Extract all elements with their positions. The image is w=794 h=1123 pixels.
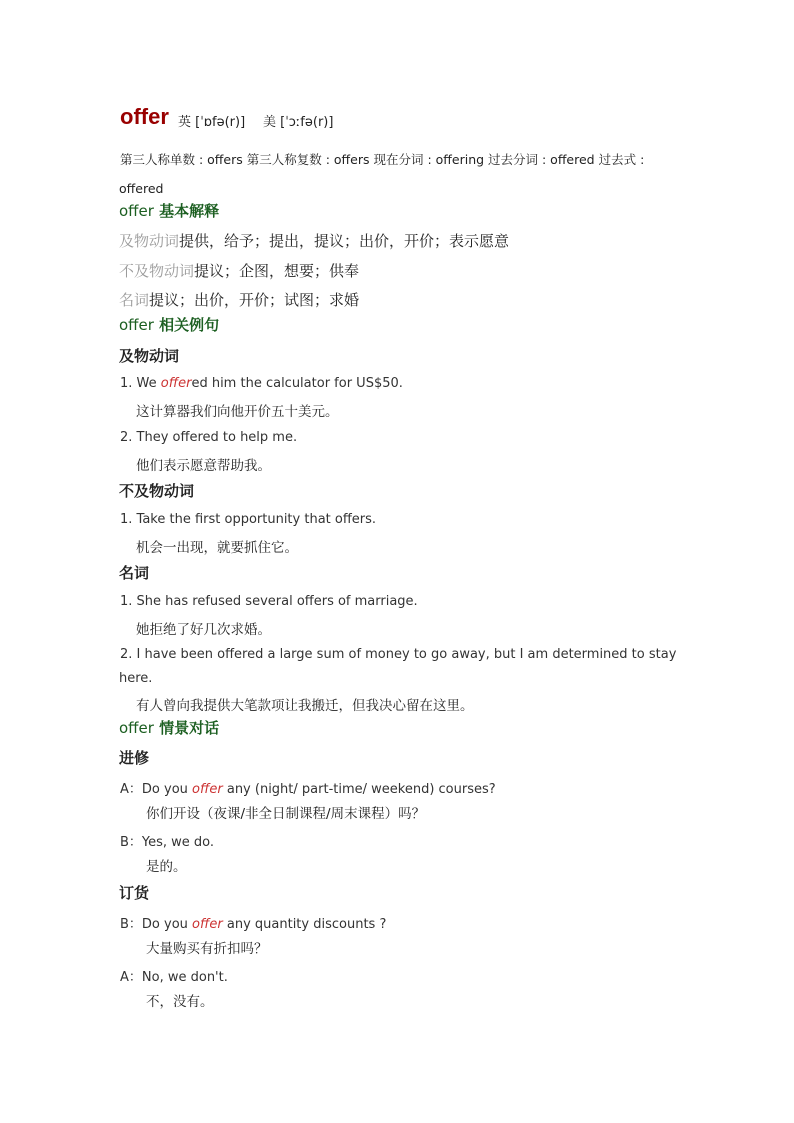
section-basic-definitions	[119, 200, 219, 221]
example-translation: 机会一出现，就要抓住它。	[136, 540, 298, 556]
example-sentence	[120, 376, 403, 391]
highlighted-word: offer	[192, 782, 223, 797]
dialog-translation: 你们开设（夜课/非全日制课程/周末课程）吗？	[146, 806, 426, 822]
section-title: 情景对话	[159, 719, 220, 737]
part-of-speech: 及物动词	[119, 232, 180, 250]
section-title: 基本解释	[159, 202, 220, 220]
example-sentence: 1. Take the first opportunity that offers.	[120, 512, 377, 527]
dialog-text: any quantity discounts ?	[222, 917, 387, 932]
definition-text: 提议；出价，开价；试图；求婚	[149, 291, 360, 309]
dialog-line	[120, 966, 228, 985]
dialog-line	[120, 831, 214, 850]
definition-row	[119, 289, 359, 310]
section-word: offer	[119, 316, 154, 334]
subsection-title: 名词	[119, 564, 150, 582]
sentence-text: ed him the calculator for US$50.	[191, 376, 403, 391]
speaker: A：	[120, 970, 142, 985]
dialog-translation: 不，没有。	[146, 994, 214, 1010]
dialog-text: any (night/ part-time/ weekend) courses?	[222, 782, 496, 797]
subsection-title: 订货	[119, 884, 150, 902]
example-translation: 有人曾向我提供大笔款项让我搬迁，但我决心留在这里。	[136, 698, 474, 714]
part-of-speech: 名词	[119, 291, 150, 309]
subsection-title: 及物动词	[119, 347, 180, 365]
dialog-line	[120, 778, 496, 797]
highlighted-word: offer	[160, 376, 192, 391]
example-sentence: 2. I have been offered a large sum of money to go away, but I am determined to stay	[120, 647, 677, 662]
section-word: offer	[119, 202, 154, 220]
highlighted-word: offer	[192, 917, 223, 932]
word-forms-line-2: offered	[119, 181, 164, 196]
dialog-line	[120, 913, 386, 932]
example-translation: 她拒绝了好几次求婚。	[136, 622, 271, 638]
dialog-text: No, we don't.	[141, 970, 228, 985]
definition-row	[119, 230, 509, 251]
dialog-translation: 大量购买有折扣吗？	[146, 941, 268, 957]
part-of-speech: 不及物动词	[119, 262, 195, 280]
example-translation: 他们表示愿意帮助我。	[136, 458, 271, 474]
speaker: B：	[120, 835, 142, 850]
word-forms-line-1: 第三人称单数 : offers 第三人称复数 : offers 现在分词 : offering 过去分词 : offered 过去式 :	[120, 152, 645, 167]
definition-row	[119, 260, 359, 281]
uk-pronunciation: 英 [ˈɒfə(r)]	[178, 115, 246, 130]
section-example-sentences	[119, 314, 219, 335]
dialog-text: Yes, we do.	[141, 835, 215, 850]
example-sentence: 2. They offered to help me.	[120, 430, 298, 445]
dialog-translation: 是的。	[146, 859, 187, 875]
speaker: A：	[120, 782, 142, 797]
section-title: 相关例句	[159, 316, 220, 334]
definition-text: 提供，给予；提出，提议；出价，开价；表示愿意	[179, 232, 510, 250]
example-sentence-continuation: here.	[119, 671, 153, 686]
sentence-text: 1. We	[120, 376, 161, 391]
us-pronunciation: 美 [ˈɔːfə(r)]	[263, 115, 334, 130]
example-sentence: 1. She has refused several offers of marriage.	[120, 594, 418, 609]
definition-text: 提议；企图，想要；供奉	[194, 262, 360, 280]
section-dialogs	[119, 717, 219, 738]
section-word: offer	[119, 719, 154, 737]
headword: offer	[120, 104, 169, 129]
subsection-title: 不及物动词	[119, 482, 195, 500]
dialog-text: Do you	[141, 782, 193, 797]
subsection-title: 进修	[119, 749, 150, 767]
example-translation: 这计算器我们向他开价五十美元。	[136, 404, 339, 420]
dialog-text: Do you	[141, 917, 193, 932]
speaker: B：	[120, 917, 142, 932]
